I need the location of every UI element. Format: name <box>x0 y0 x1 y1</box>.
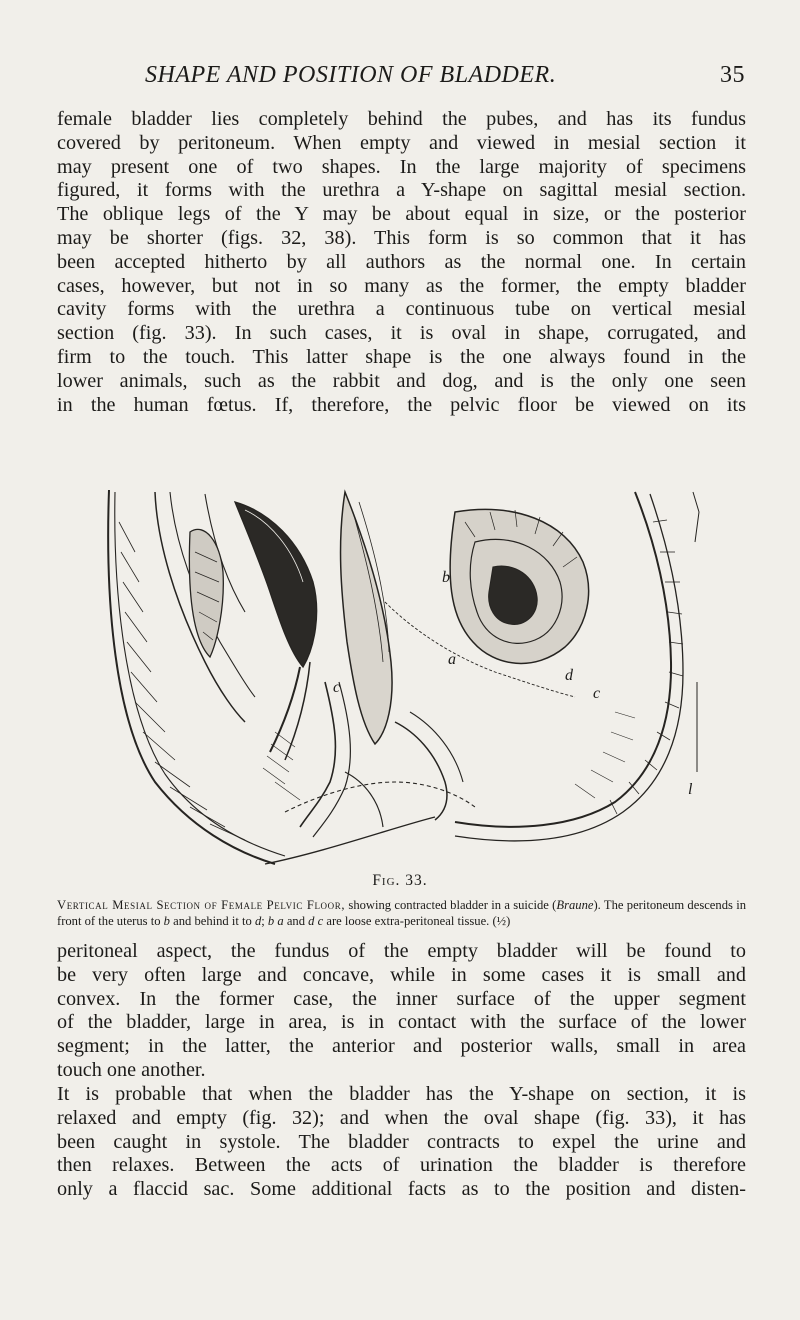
caption-text: and <box>283 913 309 928</box>
caption-text: and behind it to <box>169 913 255 928</box>
text-line: segment; in the latter, the anterior and posterior walls, small in area <box>57 1035 746 1058</box>
text-line: female bladder lies completely behind the pubes, and has its fundus <box>57 108 746 130</box>
text-line: of the bladder, large in area, is in contact with the surface of the lower <box>57 1011 746 1034</box>
figure-label-a: a <box>448 651 456 668</box>
caption-ref-dc: d c <box>308 913 324 928</box>
text-line: relaxed and empty (fig. 32); and when the oval shape (fig. 33), it has <box>57 1106 746 1129</box>
paragraph-3 <box>57 1083 746 1202</box>
text-line: section (fig. 33). In such cases, it is oval in shape, corrugated, and <box>57 322 746 345</box>
text-line: may be shorter (figs. 32, 38). This form is so common that it has <box>57 226 746 249</box>
text-line: figured, it forms with the urethra a Y-shape on sagittal mesial section. <box>57 179 746 202</box>
text-line: covered by peritoneum. When empty and viewed in mesial section it <box>57 131 746 154</box>
text-line: lower animals, such as the rabbit and dog, and is the only one seen <box>57 369 746 392</box>
caption-ref-ba: b a <box>267 913 284 928</box>
caption-text: ). The peritoneum descends in front of the uterus to <box>57 898 746 928</box>
caption-lead: Vertical Mesial Section of Female Pelvic Floor, <box>57 898 346 912</box>
text-line: firm to the touch. This latter shape is the one always found in the <box>57 345 746 368</box>
figure-caption <box>57 898 746 929</box>
text-line: peritoneal aspect, the fundus of the empty bladder will be found to <box>57 940 746 962</box>
text-line: touch one another. <box>57 1058 206 1081</box>
figure-label-c-right: c <box>593 685 601 702</box>
figure-number: Fig. 33. <box>372 872 428 889</box>
text-line: It is probable that when the bladder has the Y-shape on section, it is <box>57 1083 746 1105</box>
text-line: convex. In the former case, the inner surface of the upper segment <box>57 987 746 1010</box>
text-line: then relaxes. Between the acts of urination the bladder is therefore <box>57 1154 746 1177</box>
paragraph-2 <box>57 940 746 1083</box>
text-line: cases, however, but not in so many as the former, the empty bladder <box>57 274 746 297</box>
text-line: in the human fœtus. If, therefore, the pelvic floor be viewed on its <box>57 393 746 416</box>
text-line: The oblique legs of the Y may be about equal in size, or the posterior <box>57 203 746 226</box>
caption-ref-d: d <box>254 913 262 928</box>
figure-label-l: l <box>688 781 693 798</box>
figure-label-d: d <box>565 667 573 684</box>
running-title: SHAPE AND POSITION OF BLADDER. <box>145 62 557 88</box>
text-line: been caught in systole. The bladder contracts to expel the urine and <box>57 1130 746 1153</box>
paragraph-1 <box>57 108 746 417</box>
caption-author: Braune <box>556 898 594 912</box>
text-line: been accepted hitherto by all authors as the normal one. In certain <box>57 250 746 273</box>
caption-text: showing contracted bladder in a suicide ( <box>345 898 557 912</box>
caption-text: are loose extra-peritoneal tissue. (½) <box>323 913 511 928</box>
text-line: may present one of two shapes. In the large majority of specimens <box>57 155 746 178</box>
figure-label-b: b <box>442 569 450 586</box>
caption-text: ; <box>261 913 268 928</box>
pelvic-section-figure <box>95 482 715 865</box>
running-header <box>145 62 745 102</box>
page-number: 35 <box>720 62 745 88</box>
text-line: be very often large and concave, while in some cases it is small and <box>57 963 746 986</box>
text-line: cavity forms with the urethra a continuous tube on vertical mesial <box>57 298 746 321</box>
caption-ref-b: b <box>163 913 170 928</box>
figure-label-c-left: c <box>333 679 341 696</box>
text-line: only a flaccid sac. Some additional facts as to the position and disten- <box>57 1178 746 1201</box>
